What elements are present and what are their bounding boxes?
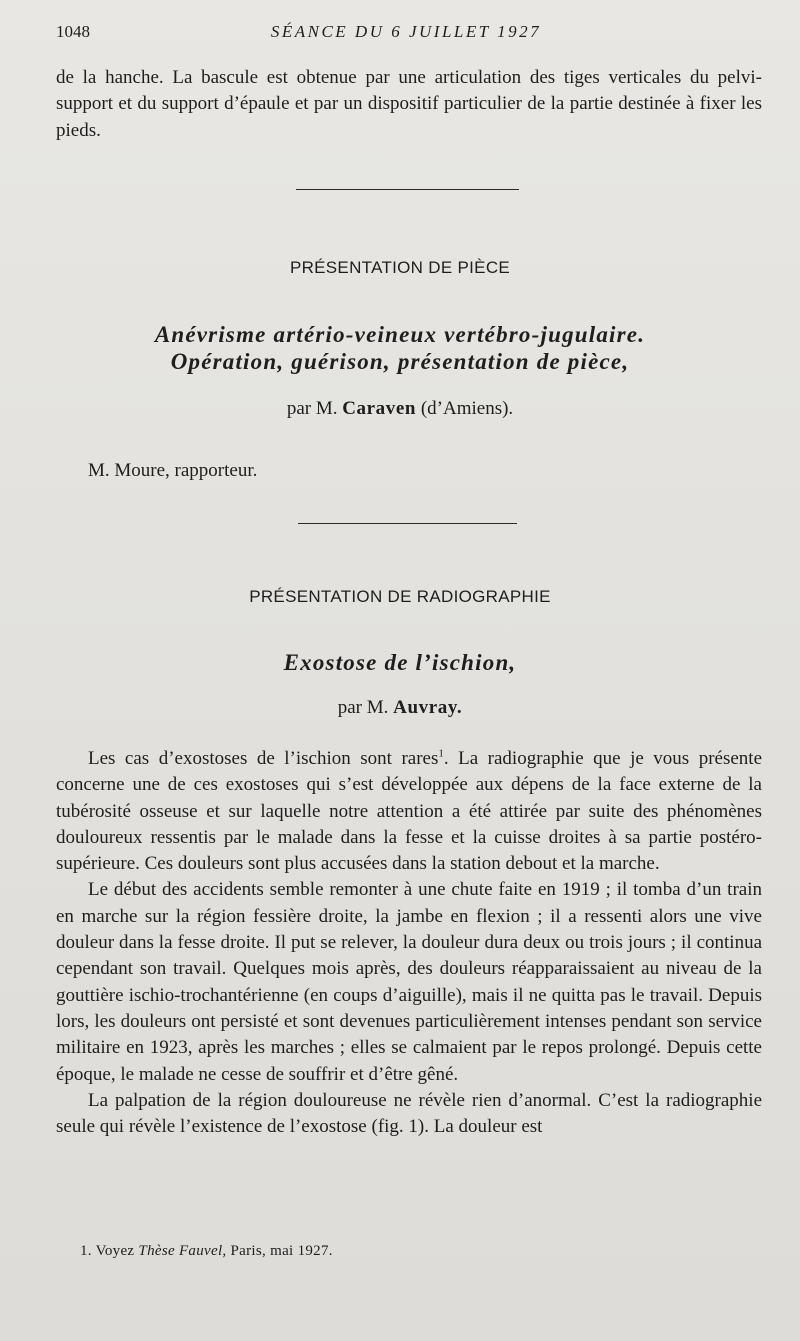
article-body [56,746,762,1140]
footnote-suffix: Paris, mai 1927. [230,1243,333,1259]
byline-auvray [0,697,800,719]
byline-suffix: (d’Amiens). [420,398,514,419]
section-heading-piece: PRÉSENTATION DE PIÈCE [289,258,511,277]
byline-prefix: par M. [337,697,389,718]
footnote-ref: 1 [438,747,444,760]
author-name: Caraven [342,398,417,419]
running-head [56,22,756,46]
article-title-exostose: Exostose de l’ischion, [283,650,517,675]
rapporteur-line: M. Moure, rapporteur. [88,460,258,481]
footnote-work: Thèse Fauvel, [138,1243,227,1259]
body-paragraph-3: La palpation de la région douloureuse ne révèle rien d’anormal. C’est la radiographie seule qui révèle l’existence de l’exostose (fig. 1). La douleur est [56,1089,762,1138]
body-paragraph-1: Les cas d’exostoses de l’ischion sont rares$^1$. La radiographie que je vous présente concerne une de ces exostoses qui s’est développée aux dépens de la face externe de la tubérosité osseuse et sur laquelle notre attention a été attirée par suite des phénomènes douloureux ressentis par le malade dans la fesse et la cuisse droites à sa partie postéro-supérieure. Ces douleurs sont plus accusées dans la station debout et la marche. [56,747,762,875]
intro-paragraph-block [56,65,762,144]
running-title: SÉANCE DU 6 JUILLET 1927 [270,22,542,41]
article-title-line-1: Anévrisme artério-veineux vertébro-jugulaire. [154,322,646,347]
body-paragraph-2: Le début des accidents semble remonter à une chute faite en 1919 ; il tomba d’un train en marche sur la région fessière droite, la jambe en flexion ; il a ressenti alors une vive douleur dans la fesse droite. Il put se relever, la douleur dura deux ou trois jours ; il continua cependant son travail. Quelques mois après, des douleurs réapparaissaient au niveau de la gouttière ischio-trochantérienne (en coups d’aiguille), mais il ne quitta pas le travail. Depuis lors, les douleurs ont persisté et sont devenues particulièrement intenses pendant son service militaire en 1923, après les marches ; elles se calmaient par le repos prolongé. Depuis cette époque, le malade ne cesse de souffrir et d’être gêné. [56,879,762,1085]
footnote-prefix: Voyez [95,1243,135,1259]
section-divider-1 [296,189,519,190]
page-number: 1048 [56,22,90,41]
section-divider-2 [298,523,517,524]
author-name: Auvray. [393,697,463,718]
byline-caraven [0,398,800,420]
section-heading-radiographie: PRÉSENTATION DE RADIOGRAPHIE [249,587,551,606]
footnote [80,1243,333,1260]
byline-prefix: par M. [286,398,338,419]
footnote-number: 1. [80,1243,92,1259]
article-title-line-2: Opération, guérison, présentation de pièce, [170,349,630,374]
intro-paragraph: de la hanche. La bascule est obtenue par une articulation des tiges verticales du pelvi-support et du support d’épaule et par un dispositif particulier de la partie destinée à fixer les pieds. [56,67,762,141]
